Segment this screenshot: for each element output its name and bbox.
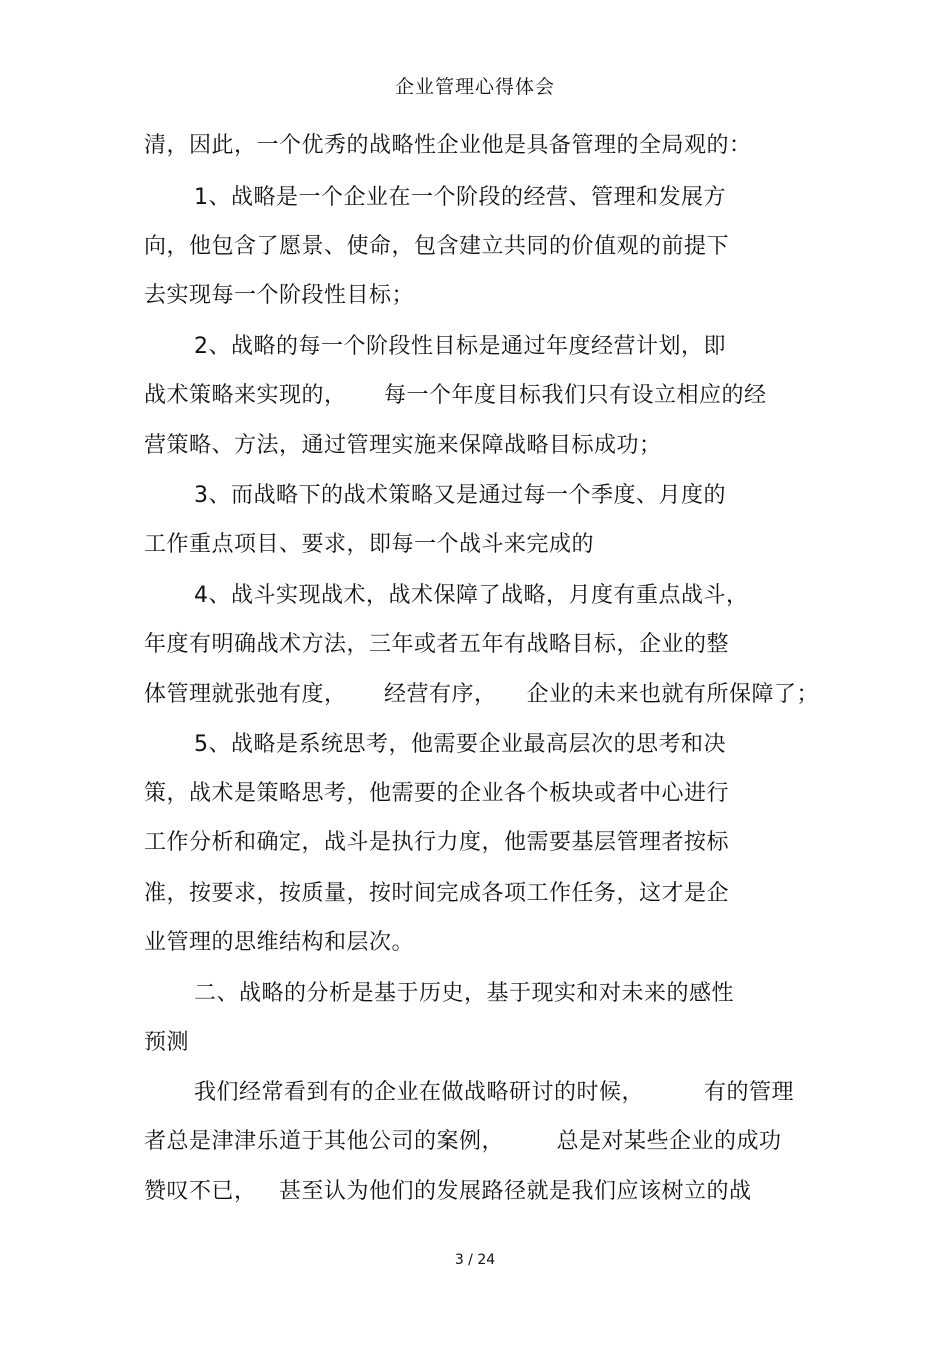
text-line: 工作重点项目、要求，即每一个战斗来完成的 — [144, 532, 595, 557]
text-line: 3、而战略下的战术策略又是通过每一个季度、月度的 — [194, 483, 726, 508]
page-number: 3 / 24 — [454, 1252, 496, 1268]
text-line: 战术策略来实现的， 每一个年度目标我们只有设立相应的经 — [144, 383, 767, 408]
text-line: 4、战斗实现战术，战术保障了战略，月度有重点战斗， — [194, 583, 749, 608]
text-line: 营策略、方法，通过管理实施来保障战略目标成功； — [144, 433, 662, 458]
text-line: 向，他包含了愿景、使命，包含建立共同的价值观的前提下 — [144, 234, 730, 259]
text-line: 策，战术是策略思考，他需要的企业各个板块或者中心进行 — [144, 781, 730, 806]
text-line: 二、战略的分析是基于历史，基于现实和对未来的感性 — [194, 981, 735, 1006]
text-line: 体管理就张弛有度， 经营有序， 企业的未来也就有所保障了； — [144, 682, 819, 707]
text-line: 预测 — [144, 1030, 190, 1055]
text-line: 去实现每一个阶段性目标； — [144, 283, 415, 308]
page-header-title: 企业管理心得体会 — [394, 76, 555, 98]
text-line: 工作分析和确定，战斗是执行力度，他需要基层管理者按标 — [144, 830, 730, 855]
text-line: 赞叹不已， 甚至认为他们的发展路径就是我们应该树立的战 — [144, 1179, 752, 1204]
text-line: 1、战略是一个企业在一个阶段的经营、管理和发展方 — [194, 185, 726, 210]
text-line: 业管理的思维结构和层次。 — [144, 930, 415, 955]
text-line: 准，按要求，按质量，按时间完成各项工作任务，这才是企 — [144, 881, 730, 906]
text-line: 者总是津津乐道于其他公司的案例， 总是对某些企业的成功 — [144, 1129, 782, 1154]
text-line: 2、战略的每一个阶段性目标是通过年度经营计划，即 — [194, 334, 726, 359]
text-line: 年度有明确战术方法，三年或者五年有战略目标，企业的整 — [144, 632, 730, 657]
text-line: 我们经常看到有的企业在做战略研讨的时候， 有的管理 — [194, 1080, 794, 1105]
text-line: 清，因此，一个优秀的战略性企业他是具备管理的全局观的： — [144, 133, 752, 158]
text-line: 5、战略是系统思考，他需要企业最高层次的思考和决 — [194, 732, 726, 757]
